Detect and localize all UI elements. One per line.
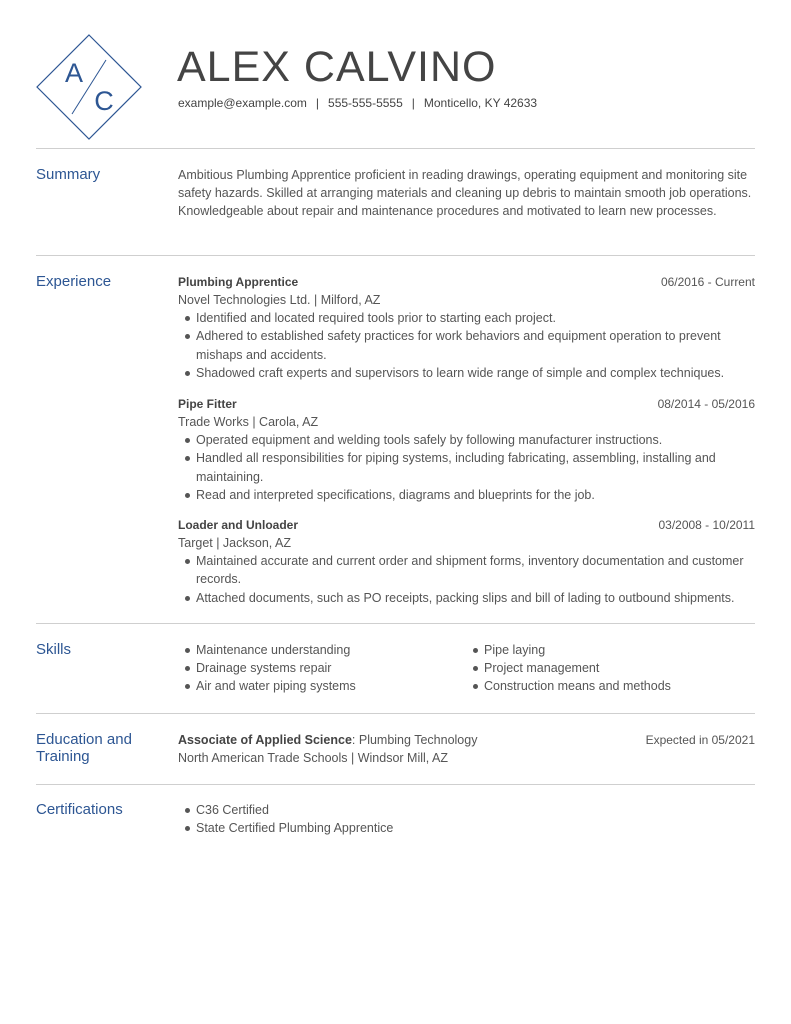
section-divider xyxy=(36,784,755,785)
email[interactable]: example@example.com xyxy=(178,96,307,110)
experience-heading: Experience xyxy=(36,273,112,290)
education-heading-line1: Education and xyxy=(36,731,132,748)
phone: 555-555-5555 xyxy=(328,96,403,110)
skill-item: Construction means and methods xyxy=(466,677,754,695)
summary-heading: Summary xyxy=(36,166,101,183)
education-heading xyxy=(36,731,132,765)
school-name: North American Trade Schools | Windsor Mill, AZ xyxy=(178,751,449,765)
contact-separator: | xyxy=(411,96,415,110)
job-bullets xyxy=(178,309,755,382)
job-company: Novel Technologies Ltd. | Milford, AZ xyxy=(178,293,381,307)
monogram-letter-a: A xyxy=(64,58,84,88)
certifications-list xyxy=(178,801,755,837)
job-entry xyxy=(178,395,755,504)
section-divider xyxy=(36,713,755,714)
certifications-heading: Certifications xyxy=(36,801,123,818)
job-title: Pipe Fitter xyxy=(178,397,237,411)
job-dates: 06/2016 - Current xyxy=(660,275,755,289)
contact-separator: | xyxy=(315,96,320,110)
education-dates: Expected in 05/2021 xyxy=(645,733,755,747)
job-bullet: Identified and located required tools prior to starting each project. xyxy=(178,309,755,327)
job-title: Loader and Unloader xyxy=(178,518,299,532)
job-bullet: Adhered to established safety practices for work behaviors and equipment operation to prevent mishaps and accidents. xyxy=(178,327,755,363)
certification-item: C36 Certified xyxy=(178,801,755,819)
job-bullet: Shadowed craft experts and supervisors to learn wide range of simple and complex techniques. xyxy=(178,364,755,382)
job-company: Trade Works | Carola, AZ xyxy=(178,415,319,429)
section-divider xyxy=(36,623,755,624)
job-dates: 03/2008 - 10/2011 xyxy=(658,518,755,532)
job-bullet: Attached documents, such as PO receipts, packing slips and bill of lading to outbound shipments. xyxy=(178,589,755,607)
degree-field: : Plumbing Technology xyxy=(351,733,478,747)
degree-name: Associate of Applied Science xyxy=(178,733,352,747)
job-bullet: Maintained accurate and current order and shipment forms, inventory documentation and customer records. xyxy=(178,552,755,588)
candidate-name: ALEX CALVINO xyxy=(177,43,497,91)
skill-item: Pipe laying xyxy=(466,641,754,659)
monogram-logo xyxy=(36,34,142,140)
certification-item: State Certified Plumbing Apprentice xyxy=(178,819,755,837)
skills-heading: Skills xyxy=(36,641,72,658)
skill-item: Air and water piping systems xyxy=(178,677,466,695)
job-bullets xyxy=(178,552,755,607)
section-divider xyxy=(36,148,755,149)
job-title: Plumbing Apprentice xyxy=(178,275,299,289)
skill-item: Maintenance understanding xyxy=(178,641,466,659)
skill-item: Project management xyxy=(466,659,754,677)
location: Monticello, KY 42633 xyxy=(423,96,538,110)
summary-text: Ambitious Plumbing Apprentice proficient in reading drawings, operating equipment and monitoring site safety hazards. Skilled at arranging materials and cleaning up debris to maintain smooth job operations. Knowledgeable about repair and maintenance procedures and motivated to learn new processes. xyxy=(178,168,752,219)
job-bullet: Handled all responsibilities for piping systems, including fabricating, assembling, installing and maintaining. xyxy=(178,449,755,485)
degree-line xyxy=(178,733,477,747)
skills-column-left xyxy=(178,641,466,696)
education-entry xyxy=(178,731,755,767)
job-bullets xyxy=(178,431,755,504)
education-heading-line2: Training xyxy=(36,748,90,765)
job-company: Target | Jackson, AZ xyxy=(178,536,292,550)
job-entry xyxy=(178,516,755,607)
job-bullet: Read and interpreted specifications, diagrams and blueprints for the job. xyxy=(178,486,755,504)
job-dates: 08/2014 - 05/2016 xyxy=(657,397,755,411)
contact-line xyxy=(178,96,537,110)
monogram-letter-c: C xyxy=(94,86,114,116)
job-entry xyxy=(178,273,755,382)
skill-item: Drainage systems repair xyxy=(178,659,466,677)
job-bullet: Operated equipment and welding tools safely by following manufacturer instructions. xyxy=(178,431,755,449)
skills-column-right xyxy=(466,641,754,696)
section-divider xyxy=(36,255,755,256)
